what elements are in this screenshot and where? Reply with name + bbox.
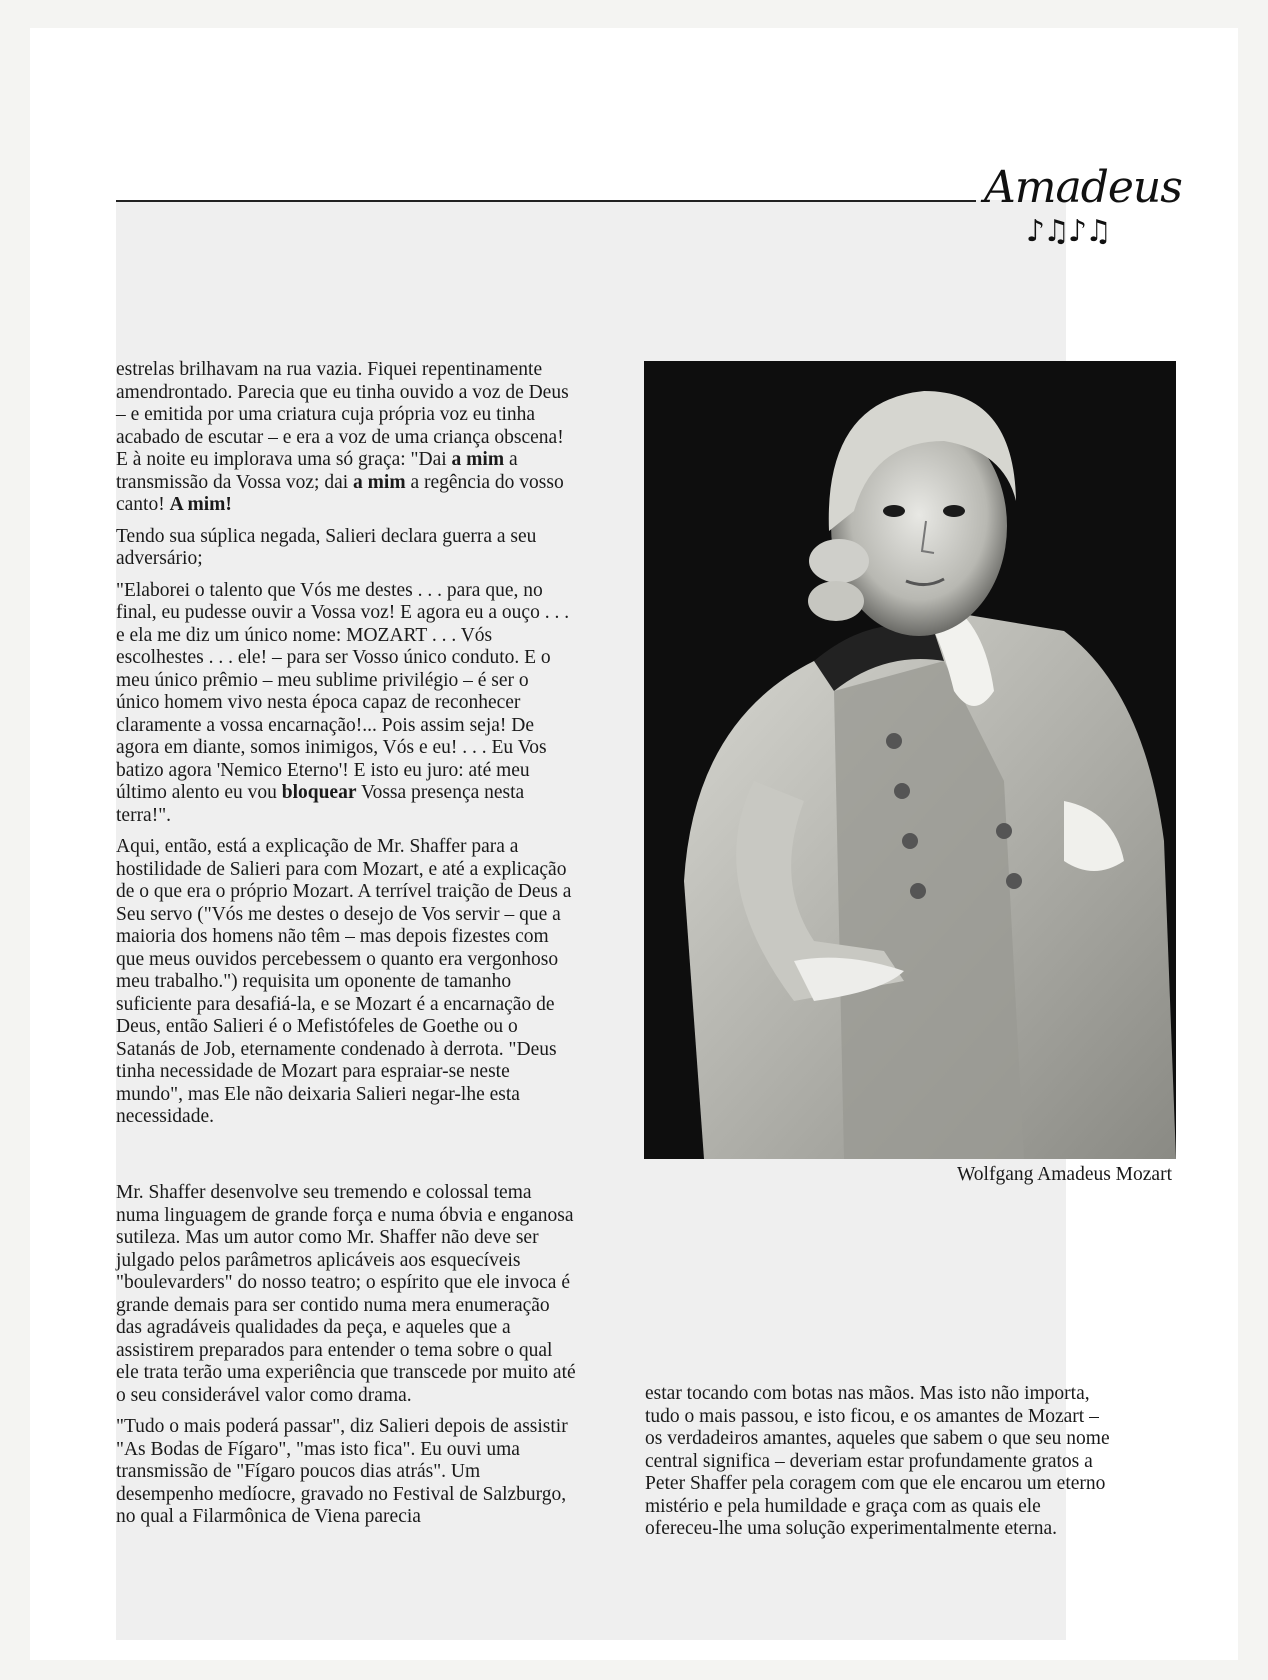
right-column-text [645, 1383, 1115, 1550]
music-notes-icon: ♪♫♪♫ [1026, 214, 1111, 249]
logo-text: Amadeus [984, 162, 1182, 213]
header-rule [116, 200, 976, 202]
left-column-bottom [116, 1182, 576, 1538]
photo-caption: Wolfgang Amadeus Mozart [956, 1164, 1172, 1185]
emphasis-a-mim-3: A mim! [169, 494, 232, 515]
portrait-illustration [644, 361, 1176, 1159]
left-column-top [116, 359, 576, 1138]
emphasis-a-mim-2: a mim [353, 471, 406, 493]
paragraph-5: Mr. Shaffer desenvolve seu tremendo e colossal tema numa linguagem de grande força e numa óbvia e enganosa sutileza. Mas um autor como Mr. Shaffer não deve ser julgado pelos parâmetros aplicáveis aos esquecíveis "boulevarders" do nosso teatro; o espírito que ele invoca é grande demais para ser contido numa mera enumeração das agradáveis qualidades da peça, e aqueles que a assistirem preparados para entender o tema sobre o qual ele trata terão uma experiência que transcede por muito até o seu considerável valor como drama. [116, 1182, 576, 1406]
amadeus-logo [974, 162, 1182, 252]
paragraph-4: Aqui, então, está a explicação de Mr. Shaffer para a hostilidade de Salieri para com Mozart, e até a explicação de o que era o próprio Mozart. A terrível traição de Deus a Seu servo ("Vós me destes o desejo de Vos servir – que a maioria dos homens não têm – mas depois fizestes com que meus ouvidos percebessem o quanto era vergonhoso meu trabalho.") requisita um oponente de tamanho suficiente para desafiá-la, e se Mozart é a encarnação de Deus, então Salieri é o Mefistófeles de Goethe ou o Satanás de Job, eternamente condenado à derrota. "Deus tinha necessidade de Mozart para espraiar-se neste mundo", mas Ele não deixaria Salieri negar-lhe esta necessidade. [116, 836, 572, 1127]
paragraph-1: estrelas brilhavam na rua vazia. Fiquei repentinamente amendrontado. Parecia que eu tinha ouvido a voz de Deus – e emitida por uma criatura cuja própria voz eu tinha acabado de escutar – e era a voz de uma criança obscena! E à noite eu implorava uma só graça: "Dai a mim a transmissão da Vossa voz; dai a mim a regência do vosso canto! A mim! [116, 359, 569, 515]
emphasis-bloquear: bloquear [281, 782, 357, 803]
emphasis-a-mim-1: a mim [451, 449, 505, 470]
paragraph-3: "Elaborei o talento que Vós me destes . . . para que, no final, eu pudesse ouvir a Vossa voz! E agora eu a ouço . . . e ela me diz um único nome: MOZART . . . Vós escolhestes . . . ele! – para ser Vosso único conduto. E o meu único prêmio – meu sublime privilégio – é ser o único homem vivo nesta época capaz de reconhecer claramente a vossa encarnação!... Pois assim seja! De agora em diante, somos inimigos, Vós e eu! . . . Eu Vos batizo agora 'Nemico Eterno'! E isto eu juro: até meu último alento eu vou bloquear Vossa presença nesta terra!". [116, 579, 570, 826]
paragraph-6: "Tudo o mais poderá passar", diz Salieri depois de assistir "As Bodas de Fígaro", "mas isto fica". Eu ouvi uma transmissão de "Fígaro poucos dias atrás". Um desempenho medíocre, gravado no Festival de Salzburgo, no qual a Filarmônica de Viena parecia [116, 1416, 568, 1527]
paragraph-2: Tendo sua súplica negada, Salieri declara guerra a seu adversário; [116, 525, 537, 569]
paragraph-7: estar tocando com botas nas mãos. Mas isto não importa, tudo o mais passou, e isto ficou, e os amantes de Mozart – os verdadeiros amantes, aqueles que sabem o que seu nome central significa – deveriam estar profundamente gratos a Peter Shaffer pela coragem com que ele encarou um eterno mistério e pela humildade e graça com as quais ele ofereceu-lhe uma solução experimentalmente eterna. [645, 1383, 1110, 1539]
mozart-portrait-photo [644, 361, 1176, 1159]
